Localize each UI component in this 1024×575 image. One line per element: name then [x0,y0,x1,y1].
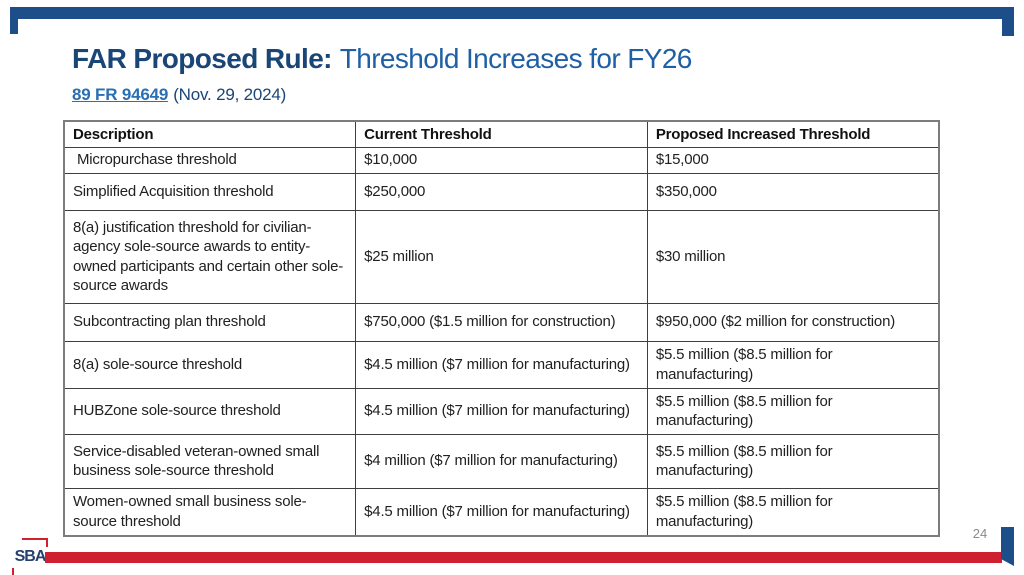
table-row [64,434,939,488]
table-row [64,488,939,536]
table-cell: $350,000 [647,173,939,210]
table-cell: $4.5 million ($7 million for manufacturing) [356,488,648,536]
table-cell: 8(a) justification threshold for civilian-agency sole-source awards to entity-owned participants and certain other sole-source awards [64,210,356,303]
table-row [64,210,939,303]
slide-number: 24 [972,526,988,541]
table-row [64,147,939,173]
table-cell: $5.5 million ($8.5 million for manufacturing) [647,388,939,434]
table-header-row [64,121,939,147]
table-cell: $15,000 [647,147,939,173]
footer-red-bar [45,552,1002,563]
table-cell: Micropurchase threshold [64,147,356,173]
column-header: Proposed Increased Threshold [647,121,939,147]
citation-line [72,85,286,105]
table-cell: Subcontracting plan threshold [64,303,356,341]
table-cell: $250,000 [356,173,648,210]
table-cell: $5.5 million ($8.5 million for manufacturing) [647,488,939,536]
federal-register-link[interactable]: 89 FR 94649 [72,85,169,104]
table-row [64,341,939,388]
top-border-decoration [10,7,1014,19]
column-header: Description [64,121,356,147]
citation-date: (Nov. 29, 2024) [173,85,287,104]
page-title [72,44,692,75]
table-cell: $4 million ($7 million for manufacturing) [356,434,648,488]
table-row [64,303,939,341]
title-emphasis: FAR Proposed Rule: [72,43,332,74]
thresholds-table [63,120,940,537]
footer-blue-ribbon [1001,527,1014,566]
table-cell: $10,000 [356,147,648,173]
sba-logo [13,540,47,574]
column-header: Current Threshold [356,121,648,147]
table-cell: Women-owned small business sole-source threshold [64,488,356,536]
table-row [64,388,939,434]
table-cell: $25 million [356,210,648,303]
table-cell: $30 million [647,210,939,303]
table-cell: $950,000 ($2 million for construction) [647,303,939,341]
table-cell: $750,000 ($1.5 million for construction) [356,303,648,341]
table-cell: 8(a) sole-source threshold [64,341,356,388]
table-row [64,173,939,210]
table-cell: $5.5 million ($8.5 million for manufacturing) [647,341,939,388]
table-cell: Service-disabled veteran-owned small business sole-source threshold [64,434,356,488]
sba-logo-text: SBA [14,548,46,565]
table-cell: $4.5 million ($7 million for manufacturing) [356,341,648,388]
table-cell: $4.5 million ($7 million for manufacturing) [356,388,648,434]
table-cell: Simplified Acquisition threshold [64,173,356,210]
table-cell: HUBZone sole-source threshold [64,388,356,434]
table-cell: $5.5 million ($8.5 million for manufacturing) [647,434,939,488]
title-regular: Threshold Increases for FY26 [339,43,692,74]
